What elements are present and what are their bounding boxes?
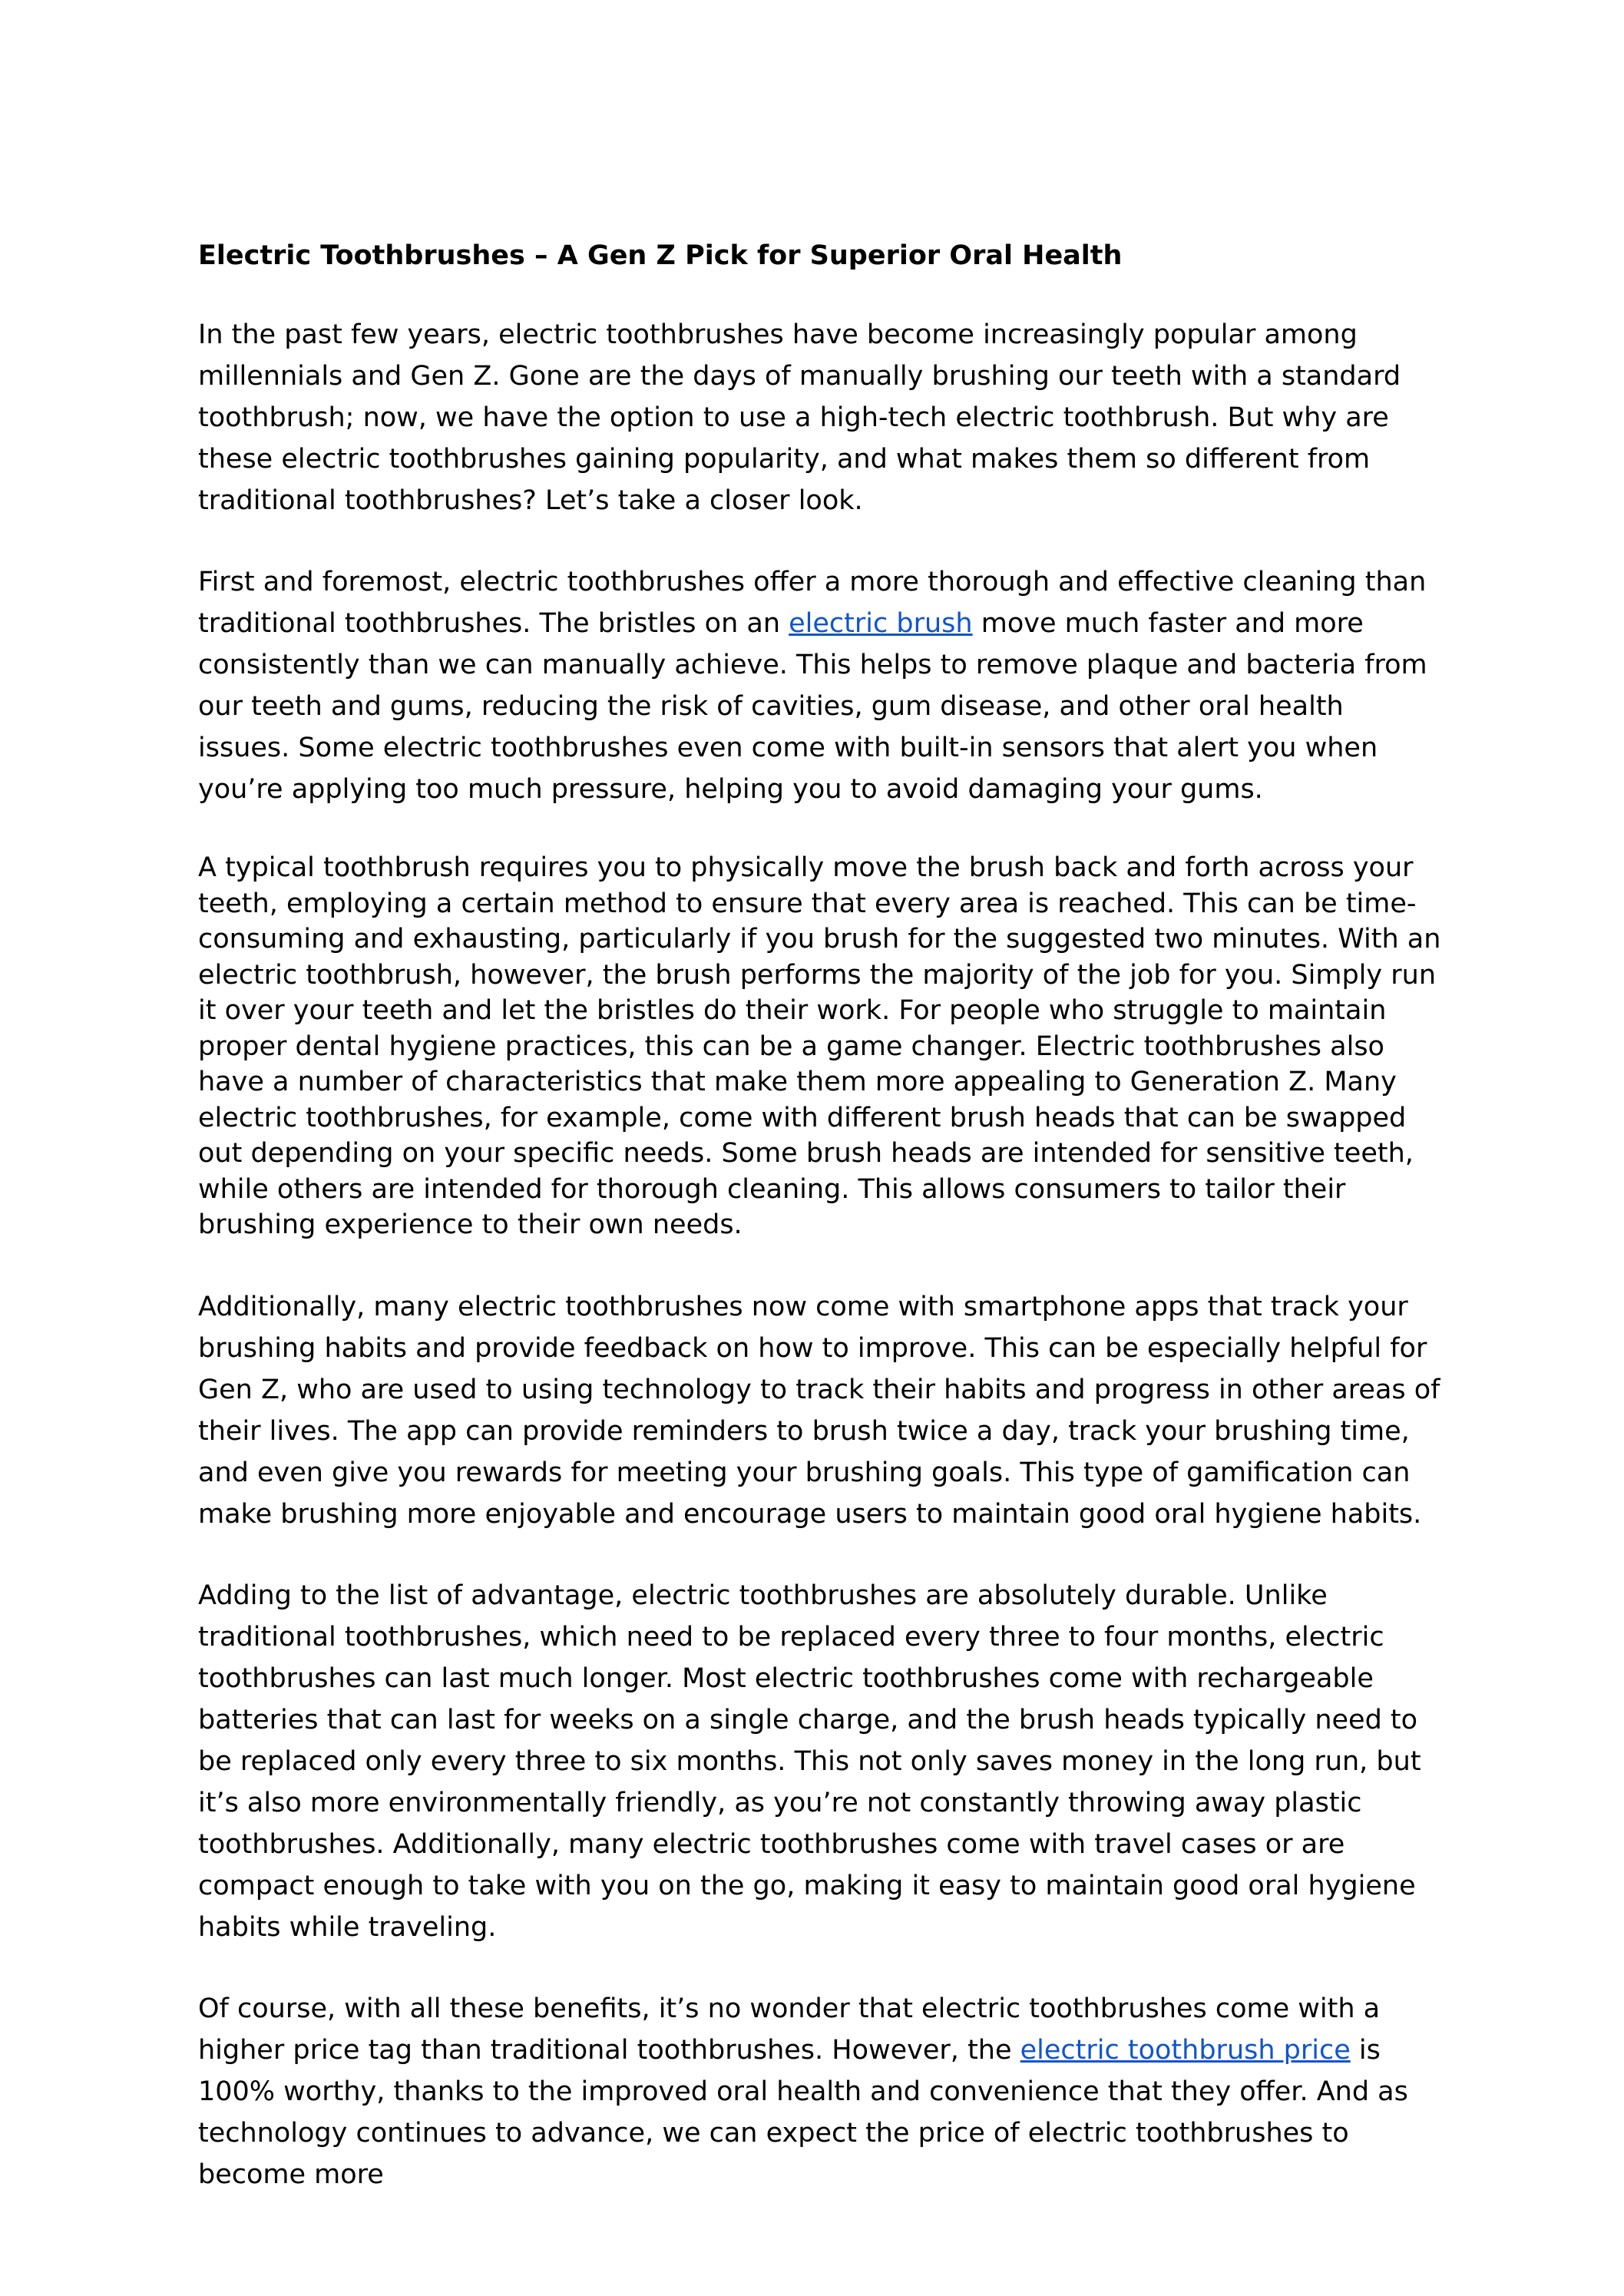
paragraph-manual-vs-electric: A typical toothbrush requires you to physically move the brush back and forth across your teeth, employing a certain method to ensure that every area is reached. This can be time-consuming and exhausting, particularly if you brush for the suggested two minutes. With an electric toothbrush, however, the brush performs the majority of the job for you. Simply run it over your teeth and let the bristles do their work. For people who struggle to maintain proper dental hygiene practices, this can be a game changer. Electric toothbrushes also have a number of characteristics that make them more appealing to Generation Z. Many electric toothbrushes, for example, come with different brush heads that can be swapped out depending on your specific needs. Some brush heads are intended for sensitive teeth, while others are intended for thorough cleaning. This allows consumers to tailor their brushing experience to their own needs. [198, 852, 1441, 1240]
electric-brush-link[interactable]: electric brush [789, 608, 973, 639]
paragraph-price [198, 1988, 1442, 2195]
paragraph-durability: Adding to the list of advantage, electric toothbrushes are absolutely durable. Unlike traditional toothbrushes, which need to be replaced every three to four months, electric toothbrushes can last much longer. Most electric toothbrushes come with rechargeable batteries that can last for weeks on a single charge, and the brush heads typically need to be replaced only every three to six months. This not only saves money in the long run, but it’s also more environmentally friendly, as you’re not constantly throwing away plastic toothbrushes. Additionally, many electric toothbrushes come with travel cases or are compact enough to take with you on the go, making it easy to maintain good oral hygiene habits while traveling. [198, 1580, 1421, 1943]
paragraph-text: Of course, with all these benefits, it’s no wonder that electric toothbrushes come with a higher price tag than traditional toothbrushes. However, the [198, 1993, 1381, 2066]
document-title: Electric Toothbrushes – A Gen Z Pick for Superior Oral Health [198, 240, 1123, 271]
paragraph-text: First and foremost, electric toothbrushes offer a more thorough and effective cleaning than traditional toothbrushes. The bristles on an [198, 567, 1427, 639]
paragraph-text: move much faster and more consistently than we can manually achieve. This helps to remove plaque and bacteria from our teeth and gums, reducing the risk of cavities, gum disease, and other oral health issues. Some electric toothbrushes even come with built-in sensors that alert you when you’re applying too much pressure, helping you to avoid damaging your gums. [198, 608, 1427, 805]
paragraph-intro: In the past few years, electric toothbrushes have become increasingly popular among millennials and Gen Z. Gone are the days of manually brushing our teeth with a standard toothbrush; now, we have the option to use a high-tech electric toothbrush. But why are these electric toothbrushes gaining popularity, and what makes them so different from traditional toothbrushes? Let’s take a closer look. [198, 319, 1401, 516]
paragraph-text: is 100% worthy, thanks to the improved oral health and convenience that they offer. And as technology continues to advance, we can expect the price of electric toothbrushes to become more [198, 2034, 1408, 2190]
document-body [198, 235, 1442, 2195]
electric-toothbrush-price-link[interactable]: electric toothbrush price [1020, 2034, 1351, 2066]
paragraph-smartphone-apps: Additionally, many electric toothbrushes now come with smartphone apps that track your brushing habits and provide feedback on how to improve. This can be especially helpful for Gen Z, who are used to using technology to track their habits and progress in other areas of their lives. The app can provide reminders to brush twice a day, track your brushing time, and even give you rewards for meeting your brushing goals. This type of gamification can make brushing more enjoyable and encourage users to maintain good oral hygiene habits. [198, 1291, 1440, 1530]
paragraph-cleaning [198, 561, 1442, 810]
